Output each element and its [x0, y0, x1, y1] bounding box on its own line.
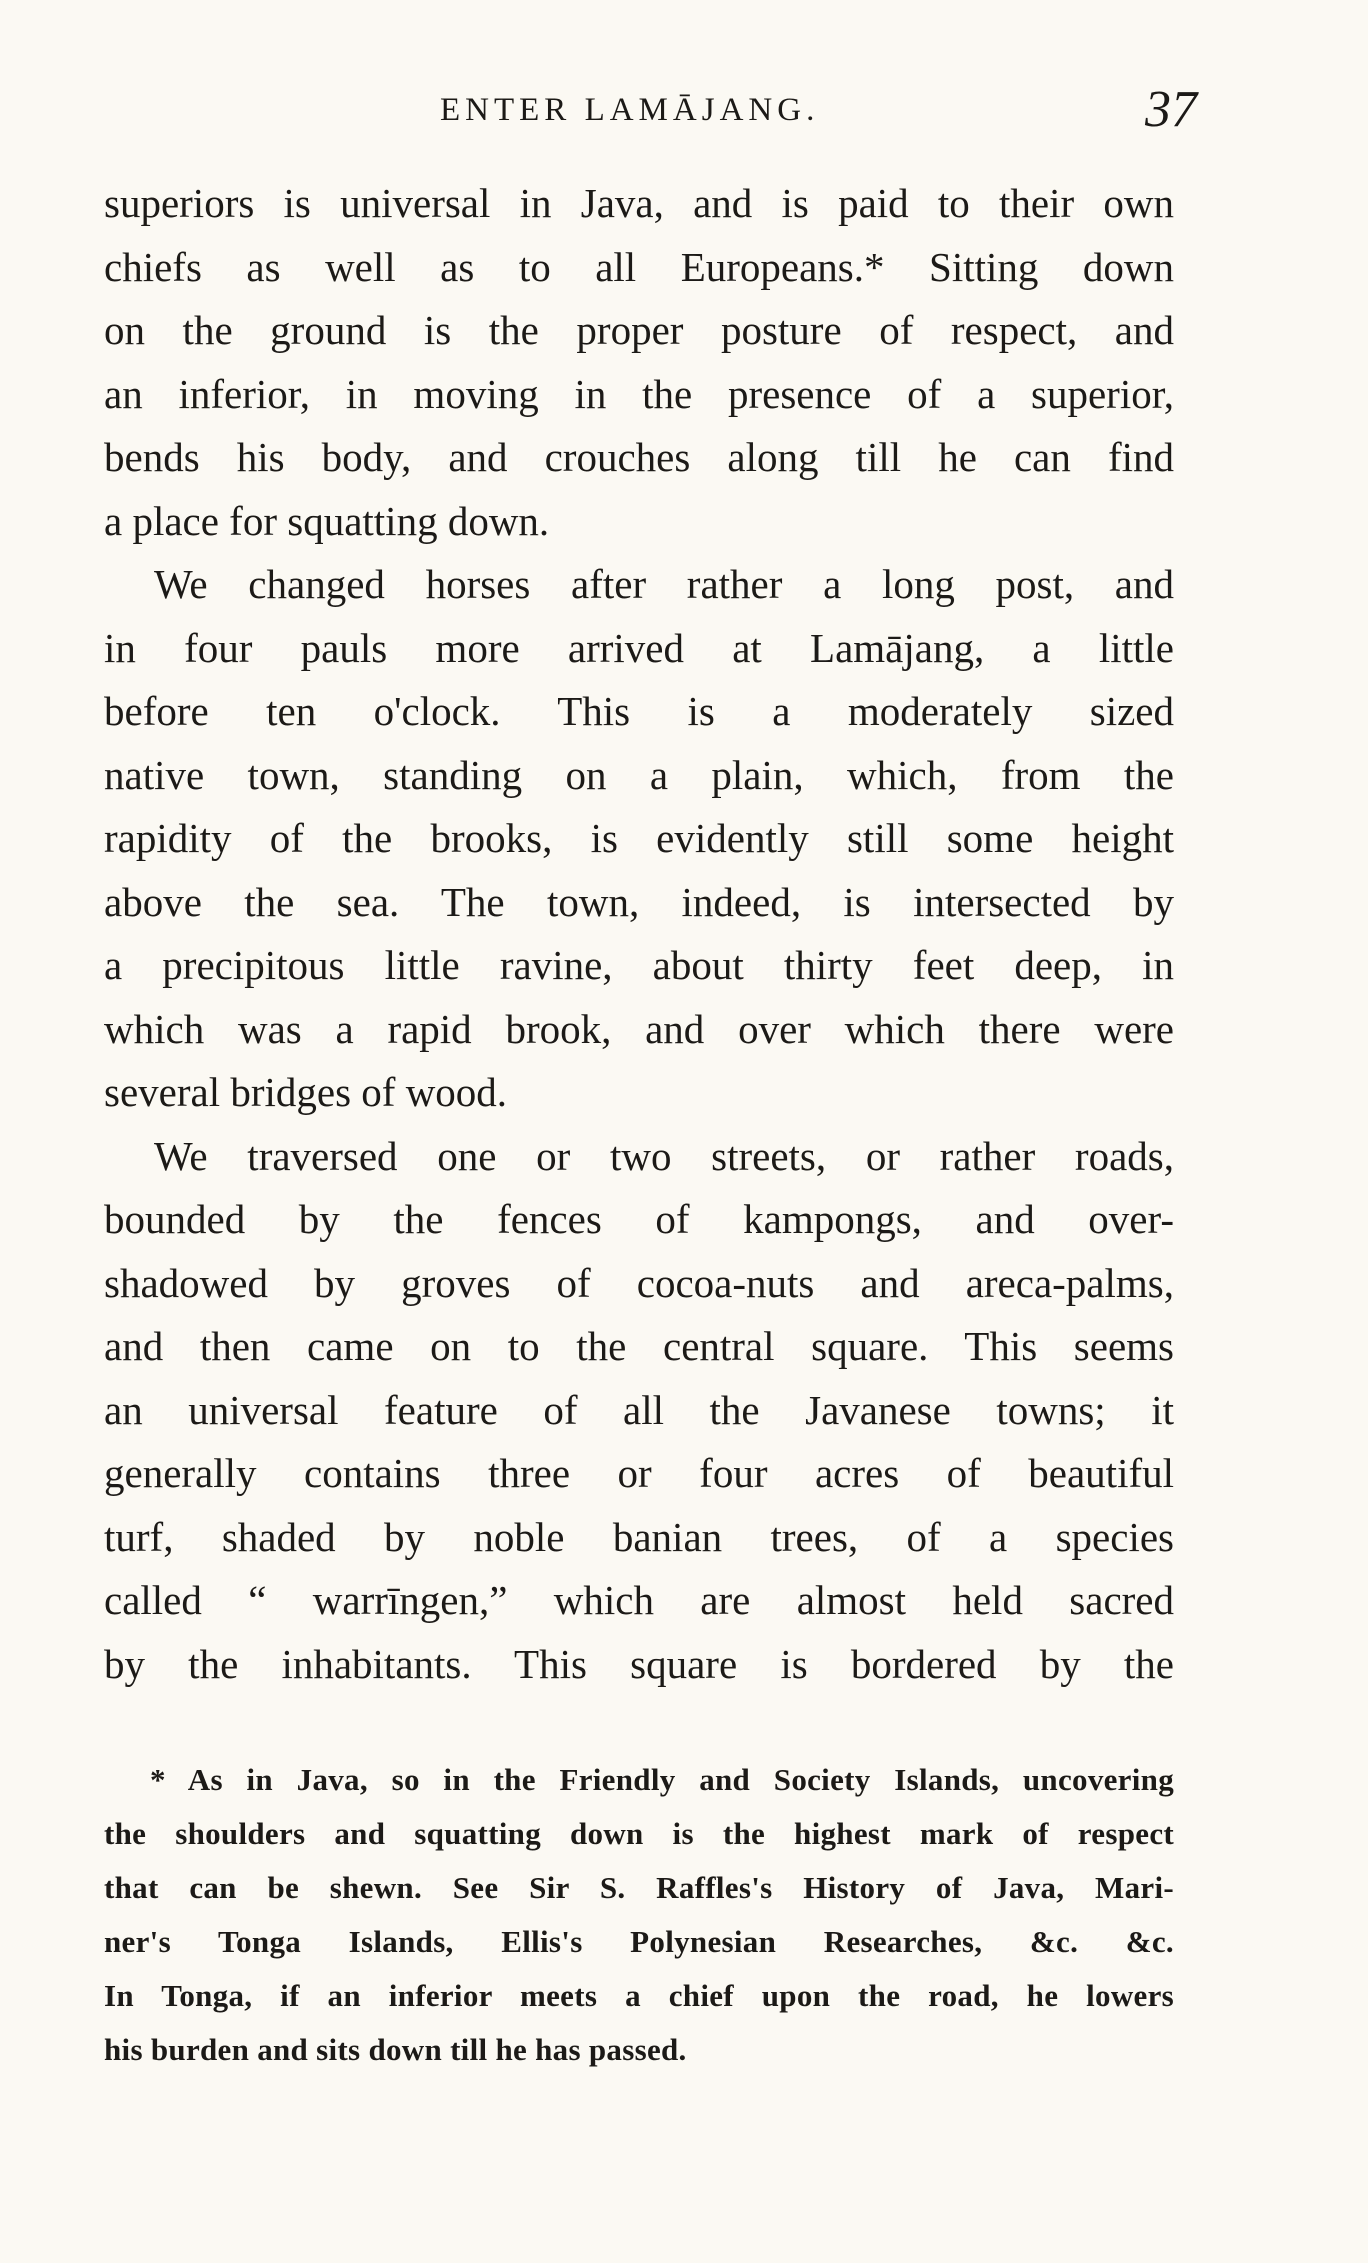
text-line: on the ground is the proper posture of respect, and — [104, 307, 1174, 353]
text-line: several bridges of wood. — [104, 1069, 508, 1115]
footnote-line: his burden and sits down till he has passed. — [104, 2032, 687, 2067]
text-line: and then came on to the central square. This seems — [104, 1323, 1174, 1369]
footnote-line: In Tonga, if an inferior meets a chief upon the road, he lowers — [104, 1978, 1174, 2013]
text-line: which was a rapid brook, and over which there were — [104, 1005, 1174, 1052]
text-line: called “ warrīngen,” which are almost held sacred — [104, 1577, 1174, 1623]
page-number: 37 — [1145, 81, 1197, 138]
text-line: turf, shaded by noble banian trees, of a species — [104, 1513, 1174, 1560]
text-line: We changed horses after rather a long post, and — [154, 561, 1174, 607]
footnote-line: the shoulders and squatting down is the highest mark of respect — [104, 1816, 1174, 1851]
text-line: before ten o'clock. This is a moderately sized — [104, 688, 1174, 734]
main-text — [104, 172, 1174, 1696]
footnote-line: * As in Java, so in the Friendly and Society Islands, uncovering — [150, 1762, 1174, 1797]
text-line: a place for squatting down. — [104, 497, 550, 544]
footnote — [104, 1753, 1174, 2077]
footnote-line: that can be shewn. See Sir S. Raffles's History of Java, Mari- — [104, 1870, 1174, 1905]
text-line: an universal feature of all the Javanese towns; it — [104, 1386, 1174, 1433]
text-line: a precipitous little ravine, about thirty feet deep, in — [104, 942, 1174, 988]
text-line: chiefs as well as to all Europeans.* Sitting down — [104, 243, 1174, 290]
text-line: We traversed one or two streets, or rather roads, — [154, 1132, 1174, 1179]
text-line: native town, standing on a plain, which, from the — [104, 751, 1174, 798]
text-line: bends his body, and crouches along till he can find — [104, 434, 1174, 480]
text-line: by the inhabitants. This square is bordered by the — [104, 1640, 1174, 1687]
text-line: in four pauls more arrived at Lamājang, a little — [104, 624, 1174, 671]
text-line: shadowed by groves of cocoa-nuts and areca-palms, — [104, 1259, 1174, 1306]
text-line: superiors is universal in Java, and is paid to their own — [104, 180, 1174, 226]
text-line: above the sea. The town, indeed, is intersected by — [104, 878, 1174, 925]
text-line: rapidity of the brooks, is evidently still some height — [104, 815, 1174, 861]
text-line: bounded by the fences of kampongs, and over- — [104, 1196, 1174, 1242]
text-line: an inferior, in moving in the presence of a superior, — [104, 370, 1174, 417]
running-title: ENTER LAMĀJANG. — [440, 92, 820, 128]
footnote-line: ner's Tonga Islands, Ellis's Polynesian Researches, &c. &c. — [104, 1924, 1174, 1959]
text-line: generally contains three or four acres of beautiful — [104, 1450, 1174, 1496]
